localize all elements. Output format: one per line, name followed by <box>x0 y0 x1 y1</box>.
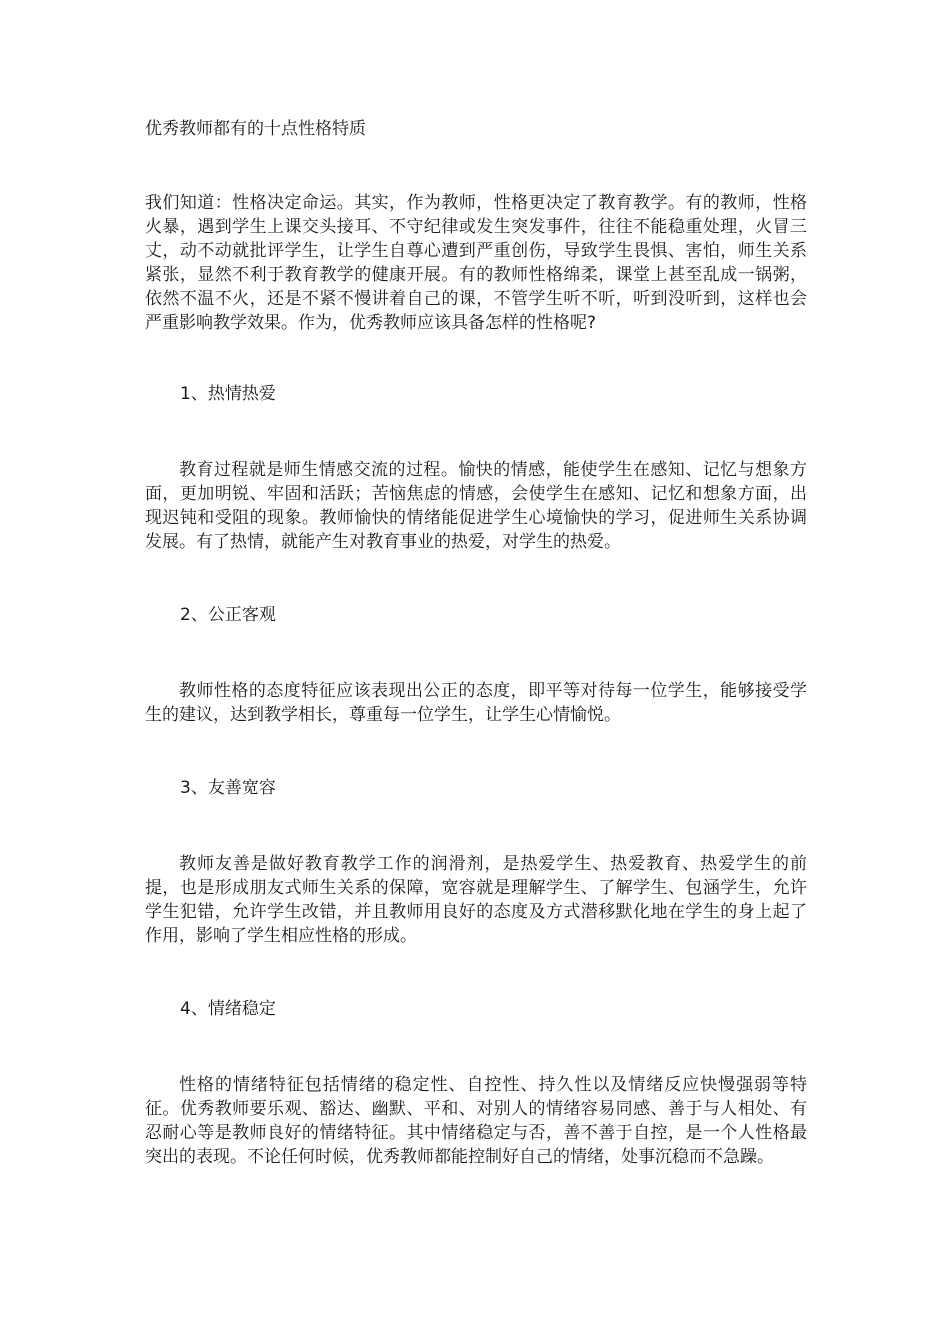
document-title: 优秀教师都有的十点性格特质 <box>145 119 366 139</box>
section-heading-2: 2、公正客观 <box>180 605 276 625</box>
section-heading-4: 4、情绪稳定 <box>180 999 276 1019</box>
section-body-4: 性格的情绪特征包括情绪的稳定性、自控性、持久性以及情绪反应快慢强弱等特征。优秀教师要乐观、豁达、幽默、平和、对别人的情绪容易同感、善于与人相处、有忍耐心等是教师良好的情绪特征。其中情绪稳定与否，善不善于自控，是一个人性格最突出的表现。不论任何时候，优秀教师都能控制好自己的情绪，处事沉稳而不急躁。 <box>145 1075 807 1167</box>
section-body-1: 教育过程就是师生情感交流的过程。愉快的情感，能使学生在感知、记忆与想象方面，更加明锐、牢固和活跃；苦恼焦虑的情感，会使学生在感知、记忆和想象方面，出现迟钝和受阻的现象。教师愉快的情绪能促进学生心境愉快的学习，促进师生关系协调发展。有了热情，就能产生对教育事业的热爱，对学生的热爱。 <box>145 460 807 552</box>
intro-paragraph: 我们知道：性格决定命运。其实，作为教师，性格更决定了教育教学。有的教师，性格火暴，遇到学生上课交头接耳、不守纪律或发生突发事件，往往不能稳重处理，火冒三丈，动不动就批评学生，让学生自尊心遭到严重创伤，导致学生畏惧、害怕，师生关系紧张，显然不利于教育教学的健康开展。有的教师性格绵柔，课堂上甚至乱成一锅粥，依然不温不火，还是不紧不慢讲着自己的课，不管学生听不听，听到没听到，这样也会严重影响教学效果。作为，优秀教师应该具备怎样的性格呢? <box>145 193 807 333</box>
section-body-3: 教师友善是做好教育教学工作的润滑剂，是热爱学生、热爱教育、热爱学生的前提，也是形成朋友式师生关系的保障，宽容就是理解学生、了解学生、包涵学生，允许学生犯错，允许学生改错，并且教师用良好的态度及方式潜移默化地在学生的身上起了作用，影响了学生相应性格的形成。 <box>145 854 807 946</box>
section-body-2: 教师性格的态度特征应该表现出公正的态度，即平等对待每一位学生，能够接受学生的建议，达到教学相长，尊重每一位学生，让学生心情愉悦。 <box>145 681 807 725</box>
section-heading-3: 3、友善宽容 <box>180 778 276 798</box>
section-heading-1: 1、热情热爱 <box>180 384 276 404</box>
